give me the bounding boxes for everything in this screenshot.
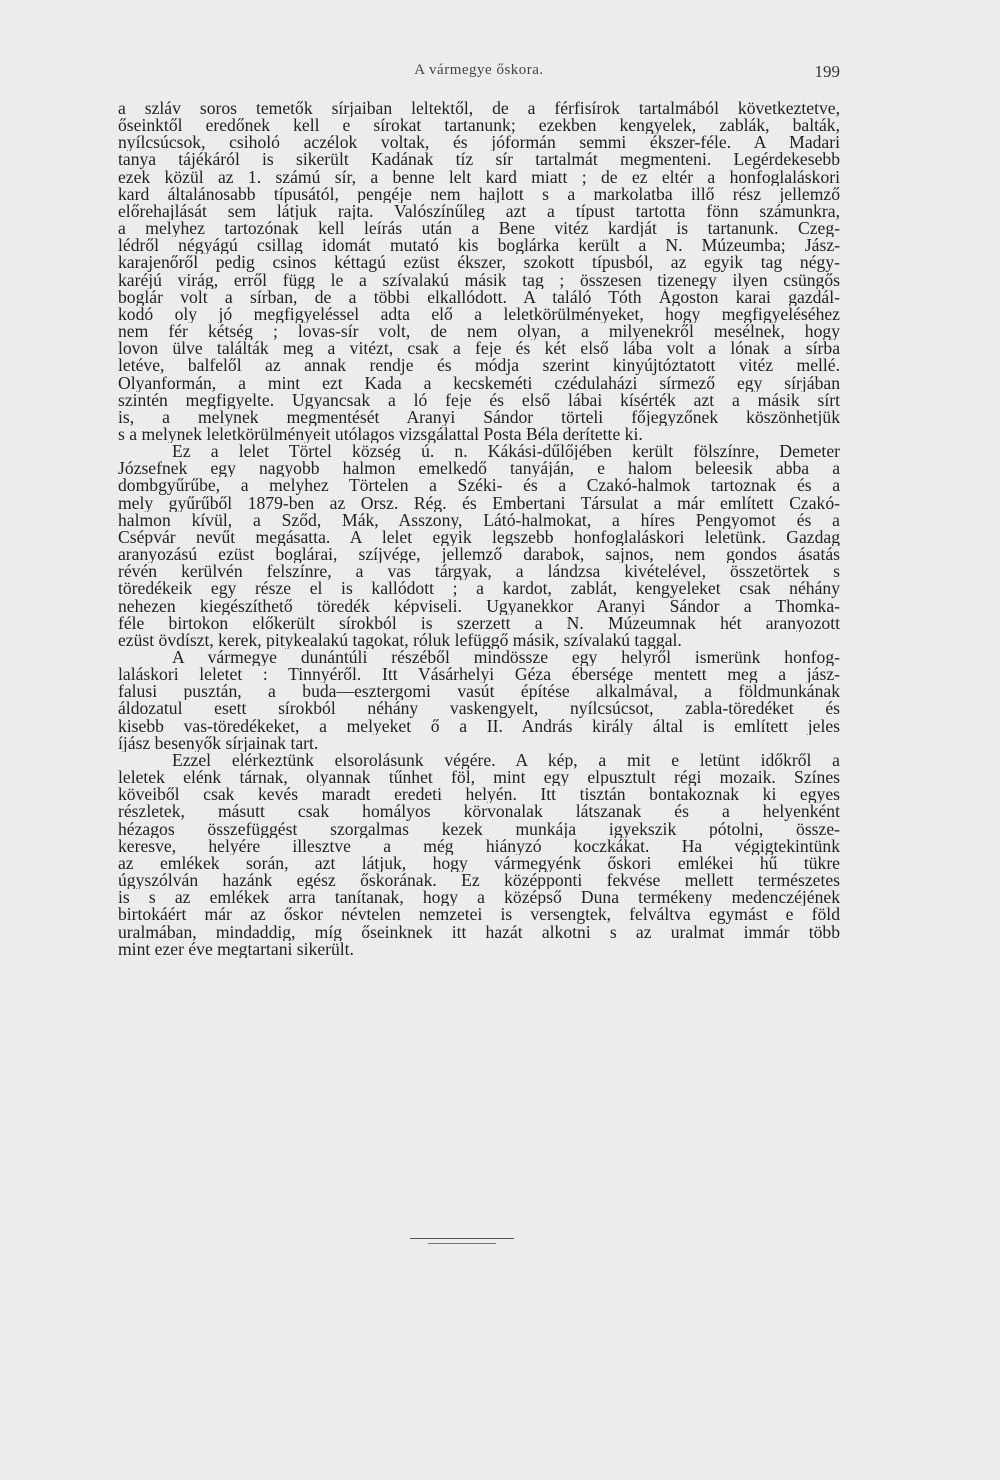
text-line: lédről négyágú csillag idomát mutató kis boglárka került a N. Múzeumba; Jász-: [118, 237, 840, 255]
page-number: 199: [814, 62, 840, 81]
text-line: halmon kívül, a Sződ, Mák, Asszony, Látó-halmokat, a híres Pengyomot és a: [118, 511, 840, 529]
text-line: aranyozású ezüst boglárai, szíjvége, jellemző darabok, sajnos, nem gondos ásatás: [118, 546, 840, 564]
paragraph: [118, 100, 840, 443]
text-line: boglár volt a sírban, de a többi elkallódott. A találó Tóth Ágoston karai gazdál-: [118, 288, 840, 306]
paragraph: [118, 443, 840, 649]
text-line: karéjú virág, erről függ le a szívalakú másik tag ; összesen tizenegy ilyen csüngős: [118, 271, 840, 289]
text-line: A vármegye dunántúli részéből mindössze egy helyről ismerünk honfog-: [172, 649, 840, 667]
text-line: Ez a lelet Törtel község ú. n. Kákási-dűlőjében került fölszínre, Demeter: [172, 443, 840, 461]
text-line: kodó oly jó megfigyeléssel adta elő a leletkörülményeket, hogy megfigyeléséhez: [118, 305, 840, 324]
end-rule-short: [428, 1243, 496, 1244]
text-line: nyílcsúcsok, csiholó aczélok voltak, és jóformán semmi ékszer-féle. A Madari: [118, 134, 840, 152]
text-line: révén kerülvén felszínre, a vas tárgyak, a lándzsa kivételével, összetörtek s: [118, 563, 840, 581]
text-line: részletek, másutt csak homályos körvonalak látszanak és a helyenként: [118, 803, 840, 821]
text-line: uralmában, mindaddig, míg őseinknek itt hazát alkotni s az uralmat immár több: [118, 923, 840, 941]
text-line: is s az emlékek arra tanítanak, hogy a középső Duna termékeny medenczéjének: [118, 889, 840, 907]
end-rule: [410, 1238, 514, 1239]
text-line: áldozatul esett sírokból néhány vaskengyelt, nyílcsúcsot, zabla-töredéket és: [118, 700, 840, 718]
text-line: keresve, helyére illesztve a még hiányzó koczkákat. Ha végigtekintünk: [118, 837, 840, 855]
text-line: kisebb vas-töredékeket, a melyeket ő a II. András király által is említett jeles: [118, 717, 840, 735]
text-line: töredékeik egy része el is kallódott ; a kardot, zablát, kengyeleket csak néhány: [118, 580, 840, 598]
text-line: féle birtokon előkerült sírokból is szerzett a N. Múzeumnak hét aranyozott: [118, 614, 840, 632]
text-line: karajenőről pedig csinos kéttagú ezüst ékszer, szokott típusból, az egyik tag négy-: [118, 254, 840, 272]
text-line: letéve, balfelől az annak rendje és módja szerint kinyújtóztatott vitéz mellé.: [118, 357, 840, 375]
text-line: szintén megfigyelte. Ugyancsak a ló feje és első lábai kísérték azt a másik sírt: [118, 391, 840, 409]
text-line: lovon ülve találták meg a vitézt, csak a feje és két első lába volt a lónak a sírba: [118, 340, 840, 358]
text-line: előrehajlását sem látjuk rajta. Valószínűleg azt a típust tartotta fönn számunkra,: [118, 202, 840, 221]
text-line: úgyszólván hazánk egész őskorának. Ez középponti fekvése mellett természetes: [118, 872, 840, 890]
text-line: ezüst övdíszt, kerek, pitykealakú tagokat, róluk lefüggő másik, szívalakú taggal.: [118, 631, 682, 649]
text-line: kard általánosabb típusától, pengéje nem hajlott s a markolatba illő rész jellemző: [118, 185, 840, 203]
text-line: s a melynek leletkörülményeit utólagos vizsgálattal Posta Béla derítette ki.: [118, 425, 643, 444]
text-line: a szláv soros temetők sírjaiban leltektől, de a férfisírok tartalmából következtetve,: [118, 100, 840, 118]
text-line: mely gyűrűből 1879-ben az Orsz. Rég. és Embertani Társulat a már említett Czakó-: [118, 494, 840, 512]
text-line: nem fér kétség ; lovas-sír volt, de nem olyan, a milyenekről mesélnek, hogy: [118, 323, 840, 341]
text-line: laláskori leletet : Tinnyéről. Itt Vásárhelyi Géza ébersége mentett meg a jász-: [118, 666, 840, 684]
text-line: Józsefnek egy nagyobb halmon emelkedő tanyáján, e halom beleesik abba a: [118, 460, 840, 478]
text-line: Csépvár nevűt megásatta. A lelet egyik legszebb honfoglaláskori leletünk. Gazdag: [118, 528, 840, 547]
text-line: Ezzel elérkeztünk elsorolásunk végére. A kép, a mit e letünt időkről a: [172, 751, 840, 770]
text-line: dombgyűrűbe, a melyhez Törtelen a Széki- és a Czakó-halmok tartoznak és a: [118, 477, 840, 495]
running-title: A vármegye őskora.: [414, 62, 544, 78]
body-text: [118, 100, 840, 958]
text-line: Olyanformán, a mint ezt Kada a kecskeméti czédulaházi sírmező egy sírjában: [118, 374, 840, 392]
text-line: birtokáért már az őskor névtelen nemzetei is versengtek, felváltva egymást e föld: [118, 906, 840, 924]
text-line: nehezen kiegészíthető töredék képviseli. Ugyanekkor Aranyi Sándor a Thomka-: [118, 597, 840, 615]
text-line: a melyhez tartozónak kell leírás után a Bene vitéz kardját is tartanunk. Czeg-: [118, 220, 840, 238]
text-line: leletek elénk tárnak, olyannak tűnhet föl, mint egy elpusztult régi mozaik. Színes: [118, 769, 840, 787]
text-line: is, a melynek megmentését Aranyi Sándor törteli főjegyzőnek köszönhetjük: [118, 408, 840, 426]
text-line: tanya tájékáról is sikerült Kadának tíz sír tartalmát megmenteni. Legérdekesebb: [118, 151, 840, 169]
text-line: őseinktől eredőnek kell e sírokat tartanunk; ezekben kengyelek, zablák, balták,: [118, 117, 840, 135]
text-line: mint ezer éve megtartani sikerült.: [118, 940, 354, 958]
text-line: hézagos összefüggést szorgalmas kezek munkája igyekszik pótolni, össze-: [118, 820, 840, 838]
running-head: [118, 62, 840, 88]
text-line: köveiből csak kevés maradt eredeti helyén. Itt tisztán bontakoznak ki egyes: [118, 786, 840, 804]
text-line: íjász besenyők sírjainak tart.: [118, 734, 319, 752]
text-line: ezek közül az 1. számú sír, a benne lelt kard miatt ; de ez eltér a honfoglaláskori: [118, 168, 840, 186]
text-line: az emlékek során, azt látjuk, hogy vármegyénk őskori emlékei hű tükre: [118, 854, 840, 873]
paragraph: [118, 752, 840, 958]
paragraph: [118, 649, 840, 752]
text-line: falusi pusztán, a buda—esztergomi vasút építése alkalmával, a földmunkának: [118, 683, 840, 701]
